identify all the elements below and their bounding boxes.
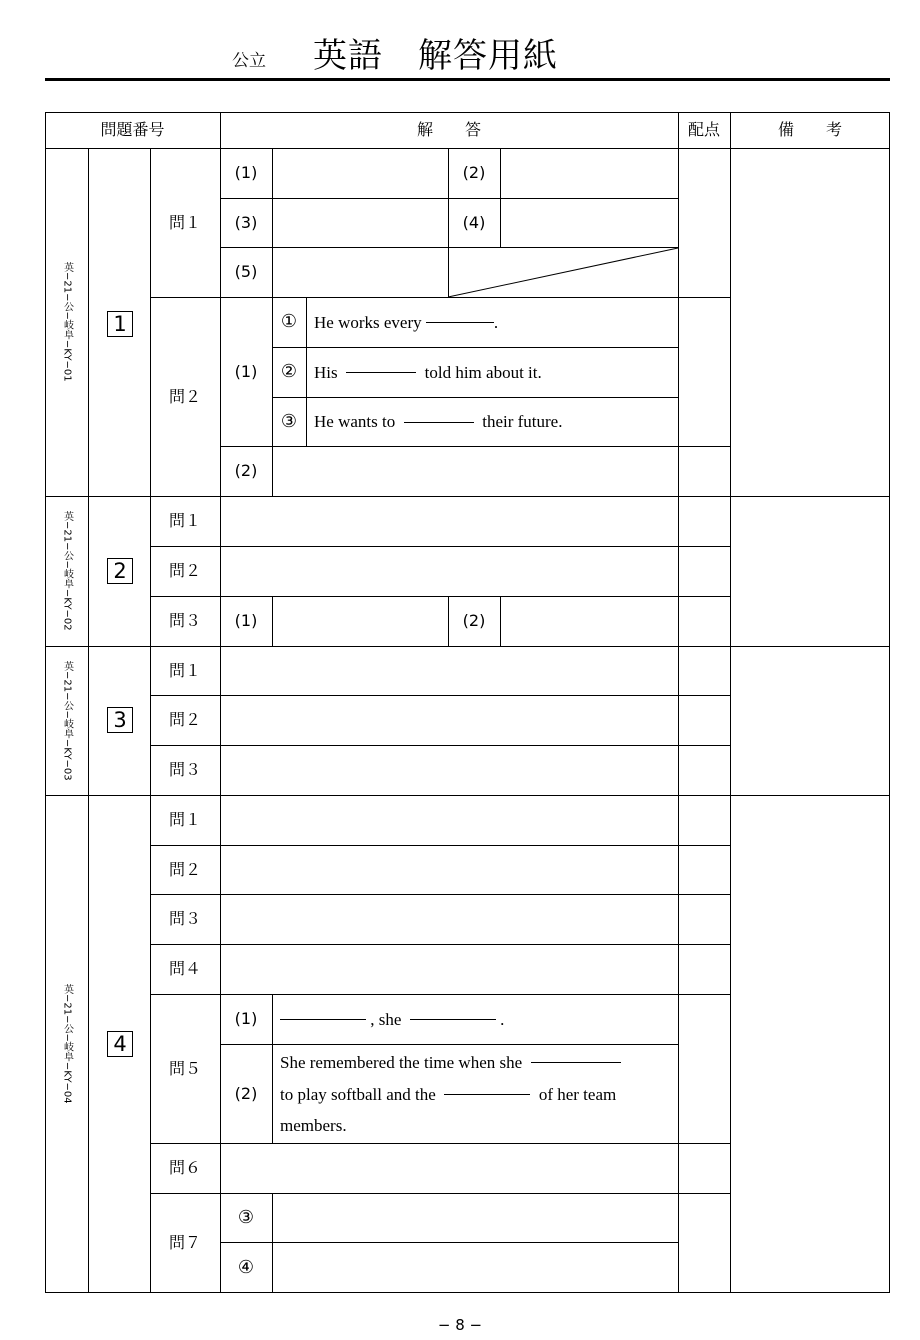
question-label: 問３ [168, 909, 201, 928]
answer-blank [280, 1018, 366, 1020]
circled-number: ③ [237, 1206, 255, 1228]
answer-blank [444, 1093, 530, 1095]
sub-label: (5) [234, 262, 258, 281]
question-label: 問２ [168, 561, 201, 580]
q5-2-line2 [280, 1082, 616, 1106]
sub-label: (2) [234, 1083, 258, 1103]
answer-blank [404, 421, 474, 423]
sentence-text: of her team [538, 1084, 617, 1104]
page-number: − 8 − [437, 1315, 483, 1334]
section-code: 英−21−公−岐阜−KY−04 [61, 984, 73, 1104]
sentence-text: to play softball and the [280, 1084, 436, 1104]
sentence-1 [314, 297, 498, 347]
page-title: 英語 解答用紙 [313, 36, 558, 76]
sentence-text: . [493, 312, 499, 332]
answer-blank [426, 321, 494, 323]
circled-number: ④ [237, 1256, 255, 1278]
sentence-2 [314, 347, 542, 397]
question-label: 問６ [168, 1158, 201, 1177]
question-label: 問３ [168, 760, 201, 779]
sub-label: (2) [462, 163, 486, 182]
sentence-text: told him about it. [424, 362, 542, 382]
question-label: 問２ [168, 710, 201, 729]
sentence-3 [314, 397, 562, 446]
sentence-text: , she [370, 1009, 402, 1029]
section-code: 英−21−公−岐阜−KY−03 [61, 660, 73, 781]
section-number-4: 4 [107, 1031, 133, 1057]
question-label: 問２ [168, 859, 201, 879]
sub-label: (3) [234, 212, 258, 232]
section-code: 英−21−公−岐阜−KY−02 [61, 511, 73, 631]
sentence-text: . [500, 1009, 505, 1029]
question-label: 問１ [168, 810, 201, 829]
header-answer: 解 答 [416, 120, 481, 139]
q5-2-line3: members. [280, 1115, 347, 1135]
answer-blank [531, 1061, 621, 1063]
question-label: 問４ [168, 959, 201, 978]
question-label: 問５ [168, 1058, 201, 1078]
section-code: 英−21−公−岐阜−KY−01 [61, 262, 73, 382]
sub-label: (1) [234, 361, 258, 381]
header-remarks: 備 考 [777, 120, 842, 139]
sub-label: (1) [234, 163, 258, 182]
circled-number: ③ [280, 410, 298, 432]
header-number: 問題番号 [100, 120, 165, 139]
sub-label: (1) [234, 1009, 258, 1028]
sub-label: (4) [462, 212, 486, 232]
sentence-text: their future. [482, 412, 563, 431]
sub-label: (1) [234, 611, 258, 630]
header-rule [45, 78, 890, 81]
circled-number: ① [280, 311, 298, 332]
question-label: 問１ [168, 660, 201, 680]
section-number-2: 2 [107, 558, 133, 584]
question-label: 問３ [168, 611, 201, 630]
sub-label: (2) [234, 461, 258, 480]
q5-1-sentence [280, 994, 504, 1044]
header-points: 配点 [687, 120, 720, 139]
sentence-text: He works every [314, 312, 422, 332]
sentence-text: His [314, 362, 338, 382]
section-number-1: 1 [107, 311, 133, 337]
answer-blank [410, 1018, 496, 1020]
sentence-text: She remembered the time when she [280, 1052, 523, 1072]
header-prefix: 公立 [232, 50, 266, 71]
sub-label: (2) [462, 611, 486, 630]
question-label: 問１ [168, 212, 201, 232]
question-label: 問２ [168, 386, 201, 406]
sentence-text: He wants to [314, 412, 396, 431]
section-number-3: 3 [107, 707, 133, 733]
circled-number: ② [280, 361, 298, 382]
question-label: 問７ [168, 1233, 201, 1252]
q5-2-line1 [280, 1050, 621, 1074]
diagonal-slash [448, 247, 679, 298]
question-label: 問１ [168, 511, 201, 530]
answer-blank [346, 371, 416, 373]
